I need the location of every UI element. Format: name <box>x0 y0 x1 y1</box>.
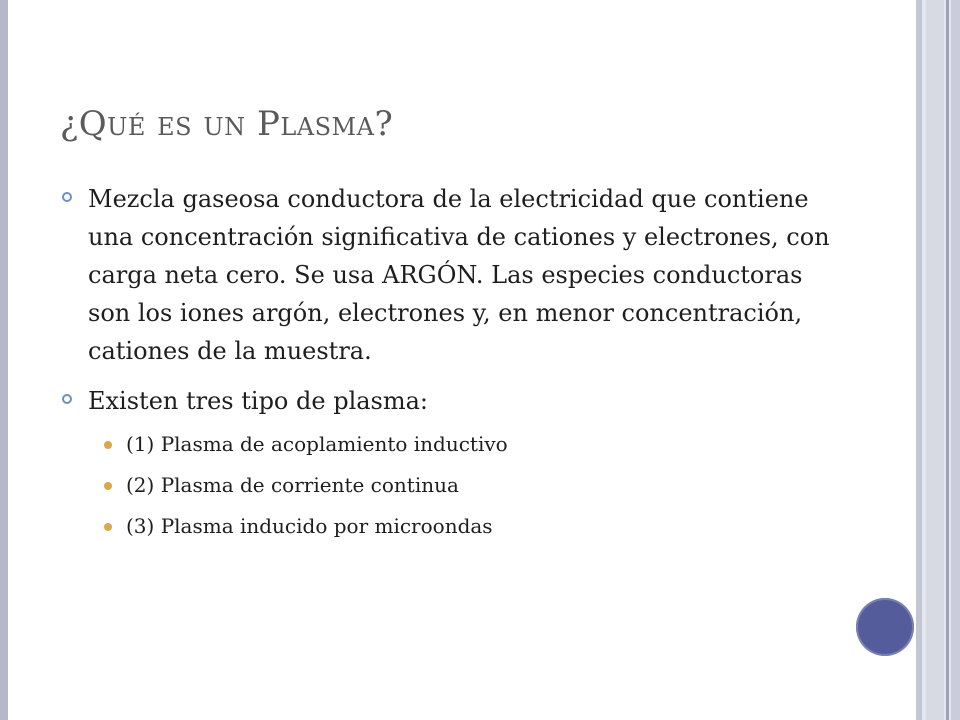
decorative-circle <box>856 598 914 656</box>
border-stripe <box>951 0 960 720</box>
slide-left-border <box>0 0 8 720</box>
sub-bullet-item <box>62 473 852 497</box>
border-stripe <box>946 0 949 720</box>
slide-right-border <box>916 0 960 720</box>
ring-bullet-icon <box>62 192 72 202</box>
sub-bullet-text: (2) Plasma de corriente continua <box>126 473 459 497</box>
border-stripe <box>926 0 944 720</box>
border-stripe <box>916 0 922 720</box>
sub-bullet-item <box>62 514 852 538</box>
ring-bullet-icon <box>62 394 72 404</box>
sub-bullet-item <box>62 432 852 456</box>
dot-bullet-icon <box>104 441 112 449</box>
bullet-text: Mezcla gaseosa conductora de la electricidad que contiene una concentración significativa de cationes y electrones, con carga neta cero. Se usa ARGÓN. Las especies conductoras son los iones argón, electrones y, en menor concentración, cationes de la muestra. <box>88 185 830 365</box>
sub-bullet-text: (3) Plasma inducido por microondas <box>126 514 493 538</box>
dot-bullet-icon <box>104 523 112 531</box>
dot-bullet-icon <box>104 482 112 490</box>
slide-title: ¿Qué es un Plasma? <box>60 104 394 144</box>
slide-body <box>62 180 852 555</box>
bullet-text: Existen tres tipo de plasma: <box>88 387 429 415</box>
bullet-item <box>62 180 852 370</box>
bullet-item <box>62 382 852 420</box>
sub-bullet-text: (1) Plasma de acoplamiento inductivo <box>126 432 508 456</box>
